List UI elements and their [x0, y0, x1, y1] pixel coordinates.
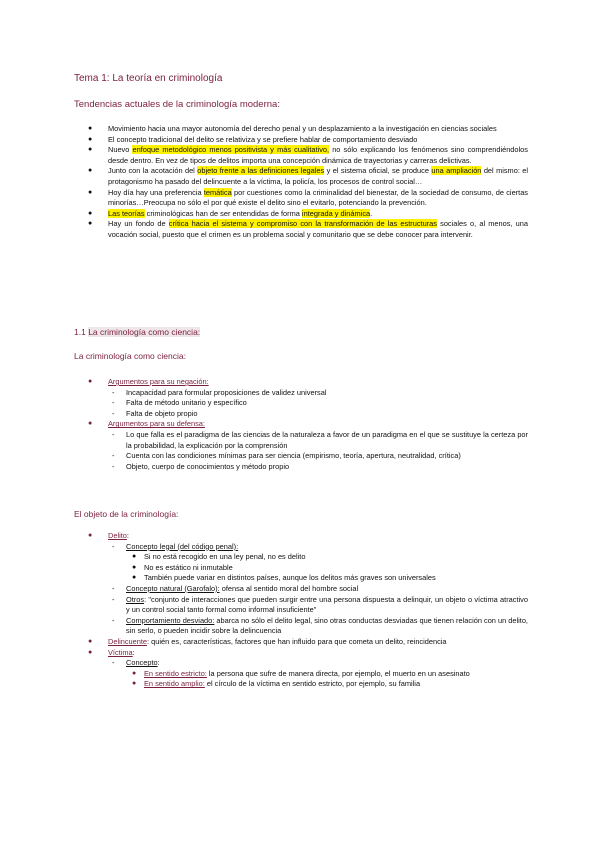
concepto-legal-sublist: [126, 552, 528, 584]
list-item: - Lo que falla es el paradigma de las ciencias de la naturaleza a favor de un paradigma en el que se sustituye la certeza por la probabilidad, la explicación por la comprensión: [112, 429, 528, 450]
list-item: ● Delito: - Concepto legal (del código penal): ● Si no está recogido en una ley penal, no es delito ● No es estático ni inmutable ● También puede variar en distintos países, aunque los delitos más graves son universales - Concepto natural (Garofalo): ofensa al sentido moral del hombre social - Otros: "conjunto de interacciones que pueden surgir entre una persona dispuesta a delinquir, un objeto o víctima atractivo y un control social tanto formal como informal insuficiente" - Comportamiento desviado: abarca no sólo el delito legal, sino otras conductas desviadas que tienen relación con un delito, sin serlo, o pueden incidir sobre la delincuencia: [88, 531, 528, 636]
bullet-icon: ●: [88, 420, 93, 428]
defense-label: Argumentos para su defensa:: [108, 419, 205, 429]
list-item: [74, 377, 528, 419]
bullet-icon: ●: [132, 680, 137, 688]
list-item: ● El concepto tradicional del delito se relativiza y se prefiere hablar de comportamiento desviado: [88, 134, 418, 144]
list-item: - Objeto, cuerpo de conocimientos y método propio: [112, 461, 290, 471]
list-item: - Cuenta con las condiciones mínimas para ser ciencia (empirismo, teoría, apertura, neutralidad, crítica): [112, 451, 461, 461]
bullet-icon: ●: [88, 188, 93, 196]
list-item: - Incapacidad para formular proposiciones de validez universal: [112, 387, 327, 397]
delito-sublist: [108, 542, 528, 637]
highlight: objeto frente a las definiciones legales: [197, 166, 325, 176]
list-item: ● Nuevo enfoque metodológico menos positivista y más cualitativo, no sólo explicando los fenómenos sino comprendiéndolos desde dentro. En vez de tipos de delitos importa una concepción dinámica de trayectorias y carreras delictivas.: [88, 145, 528, 165]
bullet-icon: ●: [132, 563, 137, 571]
trends-heading: Tendencias actuales de la criminología moderna:: [74, 99, 280, 110]
list-item: ● También puede variar en distintos países, aunque los delitos más graves son universales: [132, 573, 436, 583]
bullet-icon: ●: [88, 637, 93, 645]
list-item: - Concepto legal (del código penal): ● Si no está recogido en una ley penal, no es delito ● No es estático ni inmutable ● También puede variar en distintos países, aunque los delitos más graves son universales: [108, 542, 528, 584]
list-item: ● En sentido amplio: el círculo de la víctima en sentido estricto, por ejemplo, su familia: [132, 679, 421, 689]
highlight: una ampliación: [431, 166, 482, 176]
delincuente-label: Delincuente: [108, 636, 148, 646]
highlight: integrada y dinámica: [301, 208, 371, 218]
object-heading: El objeto de la criminología:: [74, 509, 179, 519]
list-item: ● Movimiento hacia una mayor autonomía del derecho penal y un desplazamiento a la investigación en ciencias sociales: [88, 124, 497, 133]
bullet-icon: ●: [88, 135, 93, 143]
bullet-icon: ●: [88, 220, 93, 228]
list-item: - Concepto: ● En sentido estricto: la persona que sufre de manera directa, por ejemplo, el muerto en un asesinato ● En sentido amplio: el círculo de la víctima en sentido estricto, por ejemplo, su familia: [108, 658, 528, 690]
science-list: [74, 377, 528, 472]
bullet-icon: ●: [88, 125, 93, 132]
list-item: - Comportamiento desviado: abarca no sólo el delito legal, sino otras conductas desviadas que tienen relación con un delito, sin serlo, o pueden incidir sobre la delincuencia: [112, 615, 528, 636]
list-item: ● Hoy día hay una preferencia temática por cuestiones como la criminalidad del bienestar, de la sociedad de consumo, de ciertas minorías…Preocupa no sólo el por qué existe el delito sino el evitarlo, potenciando la prevención.: [88, 187, 528, 208]
list-item: - Falta de método unitario y específico: [112, 398, 247, 408]
list-item: ● Hay un fondo de crítica hacia el sistema y compromiso con la transformación de las estructuras sociales o, al menos, una vocación social, puesto que el crimen es un problema social y comunitario que se debe conocer para intervenir.: [88, 219, 528, 239]
trends-list: [74, 124, 528, 241]
bullet-icon: ●: [88, 648, 93, 656]
highlight: temática: [203, 187, 232, 197]
bullet-icon: ●: [132, 553, 137, 561]
list-item: ● Delincuente: quién es, características, factores que han influido para que cometa un delito, reincidencia: [88, 636, 447, 646]
bullet-icon: ●: [88, 209, 93, 217]
list-item: ● Las teorías criminológicas han de ser entendidas de forma integrada y dinámica.: [88, 208, 373, 218]
bullet-icon: ●: [88, 146, 93, 154]
list-item: - Otros: "conjunto de interacciones que pueden surgir entre una persona dispuesta a delinquir, un objeto o víctima atractivo y un control social tanto formal como informal insuficiente": [112, 594, 528, 615]
highlight: enfoque metodológico menos positivista y más cualitativo,: [132, 145, 330, 155]
negation-sublist: [108, 388, 528, 420]
list-item: ● Víctima: - Concepto: ● En sentido estricto: la persona que sufre de manera directa, por ejemplo, el muerto en un asesinato ● En sentido amplio: el círculo de la víctima en sentido estricto, por ejemplo, su familia: [74, 648, 528, 690]
bullet-icon: ●: [88, 167, 93, 175]
list-item: ● No es estático ni inmutable: [132, 562, 233, 572]
list-item: ● En sentido estricto: la persona que sufre de manera directa, por ejemplo, el muerto en un asesinato: [132, 668, 470, 678]
list-item: - Concepto natural (Garofalo): ofensa al sentido moral del hombre social: [112, 583, 359, 593]
victima-sublist: [108, 658, 528, 690]
bullet-icon: ●: [88, 378, 93, 385]
victima-label: Víctima: [108, 647, 133, 657]
highlight: Las teorías: [108, 208, 145, 218]
list-item: [74, 419, 528, 472]
bullet-icon: ●: [88, 532, 93, 539]
list-item: ● Junto con la acotación del objeto frente a las definiciones legales y el sistema oficial, se produce una ampliación del mismo: el protagonismo ha pasado del delincuente a la víctima, la policía, los procesos de control social…: [88, 166, 529, 186]
section-1-1-heading: 1.1 La criminología como ciencia:: [74, 327, 201, 337]
list-item: - Falta de objeto propio: [112, 408, 198, 418]
bullet-icon: ●: [132, 574, 137, 582]
defense-sublist: [108, 430, 528, 472]
negation-label: Argumentos para su negación:: [108, 377, 209, 386]
science-subheading: La criminología como ciencia:: [74, 351, 186, 361]
bullet-icon: ●: [132, 669, 137, 677]
list-item: ● Si no está recogido en una ley penal, no es delito: [132, 552, 306, 562]
document-title: Tema 1: La teoría en criminología: [74, 73, 223, 84]
delito-label: Delito: [108, 531, 127, 540]
object-list: [74, 531, 528, 690]
concepto-sublist: [126, 669, 528, 690]
highlight: crítica hacia el sistema y compromiso con la transformación de las estructuras: [168, 219, 437, 229]
